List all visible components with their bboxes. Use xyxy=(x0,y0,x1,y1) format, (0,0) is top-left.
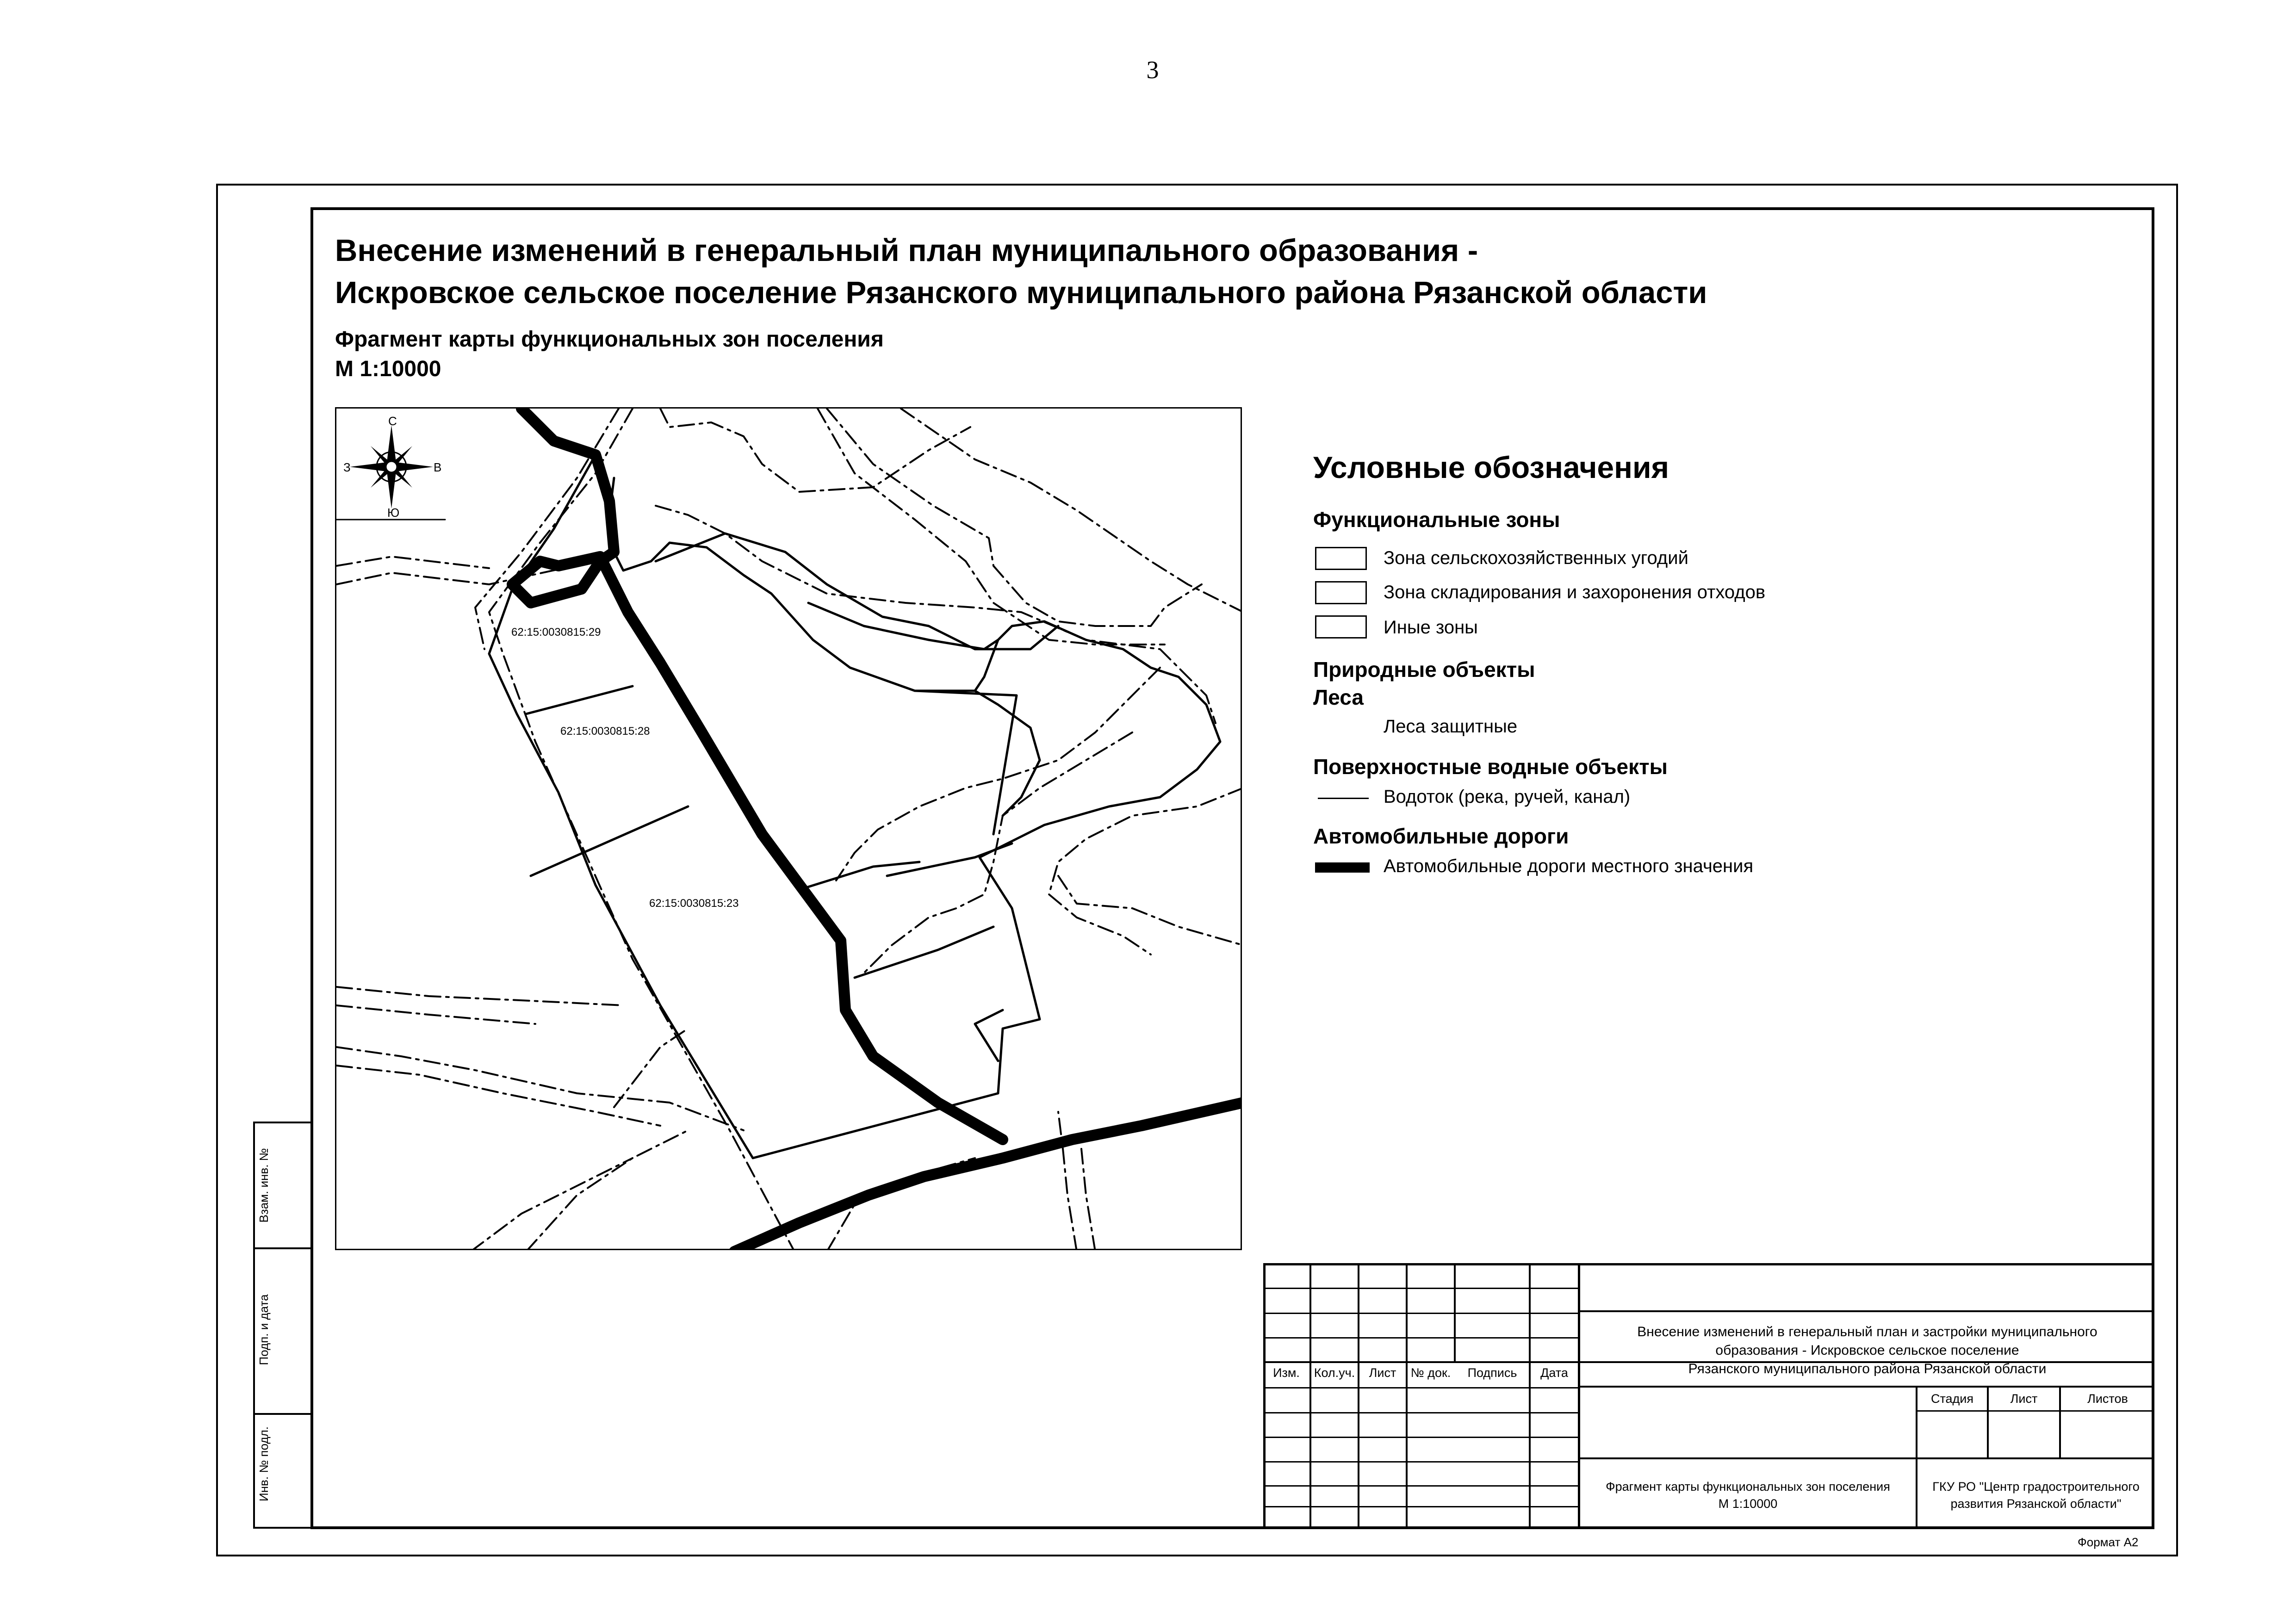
legend-zone-waste-label: Зона складирования и захоронения отходов xyxy=(1384,582,1766,602)
tb-col-data: Дата xyxy=(1540,1366,1568,1380)
parcel-label-29: 62:15:0030815:29 xyxy=(511,626,601,638)
tb-stage-header: Стадия xyxy=(1930,1392,1974,1406)
legend-title: Условные обозначения xyxy=(1313,450,1669,484)
legend-natural-heading: Природные объекты xyxy=(1313,657,1535,682)
format-label: Формат А2 xyxy=(2078,1535,2139,1549)
tb-organization-line-1: ГКУ РО "Центр градостроительного xyxy=(1932,1480,2140,1494)
tb-project-line-2: образования - Искровское сельское поселение xyxy=(1715,1343,2019,1358)
title-line-1: Внесение изменений в генеральный план муниципального образования - xyxy=(335,233,1478,268)
compass-west: З xyxy=(343,460,351,474)
legend-roads-heading: Автомобильные дороги xyxy=(1313,824,1569,848)
legend-road-line xyxy=(1315,862,1370,873)
compass-rose-icon xyxy=(350,425,433,508)
side-stamp xyxy=(253,1122,312,1529)
parcel-label-28: 62:15:0030815:28 xyxy=(560,725,650,738)
tb-project-line-1: Внесение изменений в генеральный план и застройки муниципального xyxy=(1637,1324,2097,1339)
title-line-2: Искровское сельское поселение Рязанского муниципального района Рязанской области xyxy=(335,275,1707,310)
tb-col-kol: Кол.уч. xyxy=(1314,1366,1355,1380)
tb-col-list: Лист xyxy=(1369,1366,1396,1380)
map-canvas xyxy=(336,409,1242,1250)
legend-zone-other-swatch xyxy=(1315,615,1367,638)
legend-roads-item: Автомобильные дороги местного значения xyxy=(1384,856,1754,876)
page-number: 3 xyxy=(1146,56,1159,84)
tb-col-podpis: Подпись xyxy=(1467,1366,1517,1380)
tb-sheet-header: Лист xyxy=(2010,1392,2038,1406)
boundary-lines xyxy=(336,409,1242,1250)
tb-col-izm: Изм. xyxy=(1273,1366,1300,1380)
tb-project-line-3: Рязанского муниципального района Рязанской области xyxy=(1688,1361,2047,1376)
side-stamp-inv-label: Инв. № подл. xyxy=(257,1426,271,1501)
legend-zone-agri-label: Зона сельскохозяйственных угодий xyxy=(1384,548,1688,568)
compass-east: В xyxy=(434,460,442,474)
legend-zone-waste-swatch xyxy=(1315,581,1367,604)
compass-north: С xyxy=(388,414,397,428)
legend-water-item: Водоток (река, ручей, канал) xyxy=(1384,787,1631,807)
map-subtitle: Фрагмент карты функциональных зон поселения xyxy=(335,327,884,352)
side-stamp-sign-label: Подп. и дата xyxy=(257,1294,271,1365)
map-scale: М 1:10000 xyxy=(335,357,441,381)
parcel-label-23: 62:15:0030815:23 xyxy=(649,897,739,910)
legend-zone-other-label: Иные зоны xyxy=(1384,617,1478,638)
legend-functional-zones-heading: Функциональные зоны xyxy=(1313,508,1560,532)
map-fragment[interactable] xyxy=(335,407,1242,1250)
legend-water-heading: Поверхностные водные объекты xyxy=(1313,755,1668,779)
tb-sheets-header: Листов xyxy=(2087,1392,2128,1406)
tb-sheet-name-line-2: М 1:10000 xyxy=(1718,1497,1778,1511)
legend-watercourse-line xyxy=(1318,798,1369,799)
tb-sheet-name-line-1: Фрагмент карты функциональных зон поселения xyxy=(1606,1480,1890,1494)
tb-col-ndok: № док. xyxy=(1410,1366,1451,1380)
tb-organization-line-2: развития Рязанской области" xyxy=(1950,1497,2122,1511)
legend-zone-agri-swatch xyxy=(1315,547,1367,570)
compass-south: Ю xyxy=(387,506,400,520)
legend-forests-item: Леса защитные xyxy=(1384,716,1518,737)
side-stamp-replace-label: Взам. инв. № xyxy=(257,1148,271,1223)
legend-forests-heading: Леса xyxy=(1313,685,1364,709)
title-block xyxy=(1263,1263,2154,1529)
